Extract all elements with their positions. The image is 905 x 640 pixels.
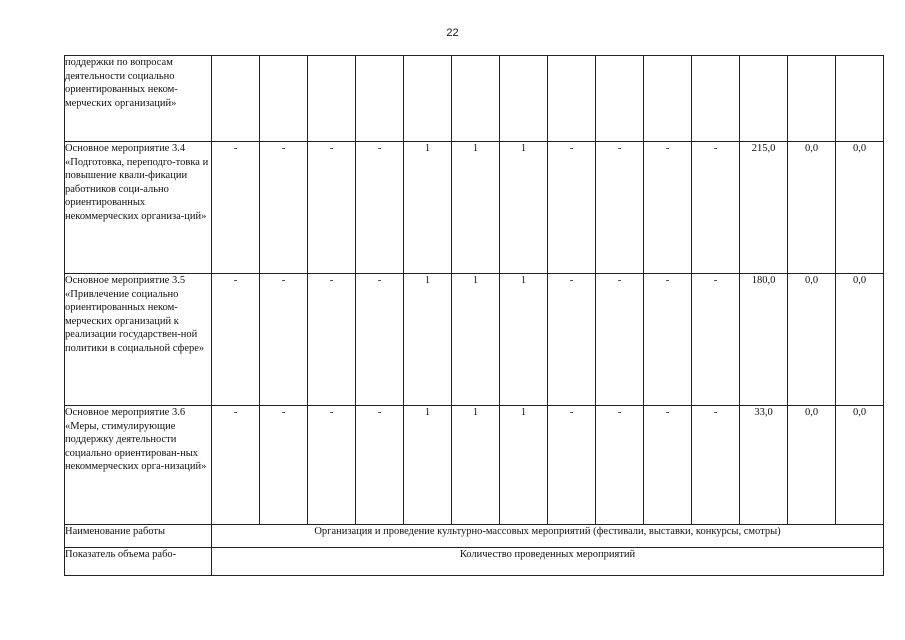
activity-name: поддержки по вопросам деятельности социально ориентированных неком-мерческих организаций» bbox=[65, 56, 212, 142]
table-cell: 1 bbox=[500, 274, 548, 406]
work-name-label: Наименование работы bbox=[65, 525, 212, 548]
table-cell: - bbox=[548, 142, 596, 274]
table-cell bbox=[836, 56, 884, 142]
table-row bbox=[65, 56, 884, 142]
table-cell: 1 bbox=[404, 274, 452, 406]
table-cell: 0,0 bbox=[836, 142, 884, 274]
table-cell bbox=[692, 56, 740, 142]
page-number: 22 bbox=[446, 27, 459, 39]
table-cell bbox=[740, 56, 788, 142]
table-cell bbox=[404, 56, 452, 142]
table-cell: 0,0 bbox=[836, 274, 884, 406]
activity-name: Основное мероприятие 3.4 «Подготовка, переподго-товка и повышение квали-фикации работников соци-ально ориентированных некоммерческих организа-ций» bbox=[65, 142, 212, 274]
table-cell: - bbox=[212, 406, 260, 525]
table-cell: 0,0 bbox=[836, 406, 884, 525]
table-cell: - bbox=[596, 274, 644, 406]
table-cell: - bbox=[356, 274, 404, 406]
table-cell: 1 bbox=[500, 406, 548, 525]
table-cell: 1 bbox=[452, 406, 500, 525]
work-name-value: Организация и проведение культурно-массовых мероприятий (фестивали, выставки, конкурсы, смотры) bbox=[212, 525, 884, 548]
table-cell: 1 bbox=[452, 274, 500, 406]
table-cell: 0,0 bbox=[788, 406, 836, 525]
table-cell: - bbox=[308, 142, 356, 274]
table-cell: 215,0 bbox=[740, 142, 788, 274]
table-cell: 1 bbox=[404, 406, 452, 525]
table-cell: 1 bbox=[500, 142, 548, 274]
indicator-label: Показатель объема рабо- bbox=[65, 548, 212, 576]
table-cell: - bbox=[692, 274, 740, 406]
table-cell: - bbox=[260, 406, 308, 525]
table-cell bbox=[548, 56, 596, 142]
table-cell: - bbox=[356, 142, 404, 274]
table-cell bbox=[788, 56, 836, 142]
table-cell bbox=[260, 56, 308, 142]
table-body bbox=[65, 56, 884, 525]
table-cell bbox=[644, 56, 692, 142]
table-cell bbox=[500, 56, 548, 142]
table-cell: - bbox=[212, 274, 260, 406]
indicator-row bbox=[65, 548, 884, 576]
table-cell: - bbox=[356, 406, 404, 525]
table-cell bbox=[452, 56, 500, 142]
table-cell: 0,0 bbox=[788, 142, 836, 274]
table-row bbox=[65, 274, 884, 406]
table-cell: - bbox=[308, 274, 356, 406]
activity-name: Основное мероприятие 3.6 «Меры, стимулирующие поддержку деятельности социально ориентирован-ных некоммерческих орга-низаций» bbox=[65, 406, 212, 525]
table-cell bbox=[308, 56, 356, 142]
table-cell bbox=[356, 56, 404, 142]
table-cell: 0,0 bbox=[788, 274, 836, 406]
table-cell: - bbox=[596, 142, 644, 274]
table-cell: - bbox=[548, 274, 596, 406]
table-cell: - bbox=[644, 406, 692, 525]
table-cell: - bbox=[692, 406, 740, 525]
table-cell: 1 bbox=[452, 142, 500, 274]
table-cell: - bbox=[644, 142, 692, 274]
table-cell bbox=[596, 56, 644, 142]
table-cell: - bbox=[212, 142, 260, 274]
table-cell: 1 bbox=[404, 142, 452, 274]
table-cell: - bbox=[692, 142, 740, 274]
table-row bbox=[65, 406, 884, 525]
table-cell: - bbox=[596, 406, 644, 525]
table-cell: 180,0 bbox=[740, 274, 788, 406]
table-cell: 33,0 bbox=[740, 406, 788, 525]
work-name-row bbox=[65, 525, 884, 548]
program-table bbox=[64, 55, 884, 576]
table-cell: - bbox=[260, 274, 308, 406]
table-cell: - bbox=[260, 142, 308, 274]
table-row bbox=[65, 142, 884, 274]
table-cell: - bbox=[644, 274, 692, 406]
indicator-value: Количество проведенных мероприятий bbox=[212, 548, 884, 576]
table-cell: - bbox=[548, 406, 596, 525]
table-cell: - bbox=[308, 406, 356, 525]
activity-name: Основное мероприятие 3.5 «Привлечение социально ориентированных неком-мерческих организаций к реализации государствен-ной политики в социальной сфере» bbox=[65, 274, 212, 406]
table-cell bbox=[212, 56, 260, 142]
